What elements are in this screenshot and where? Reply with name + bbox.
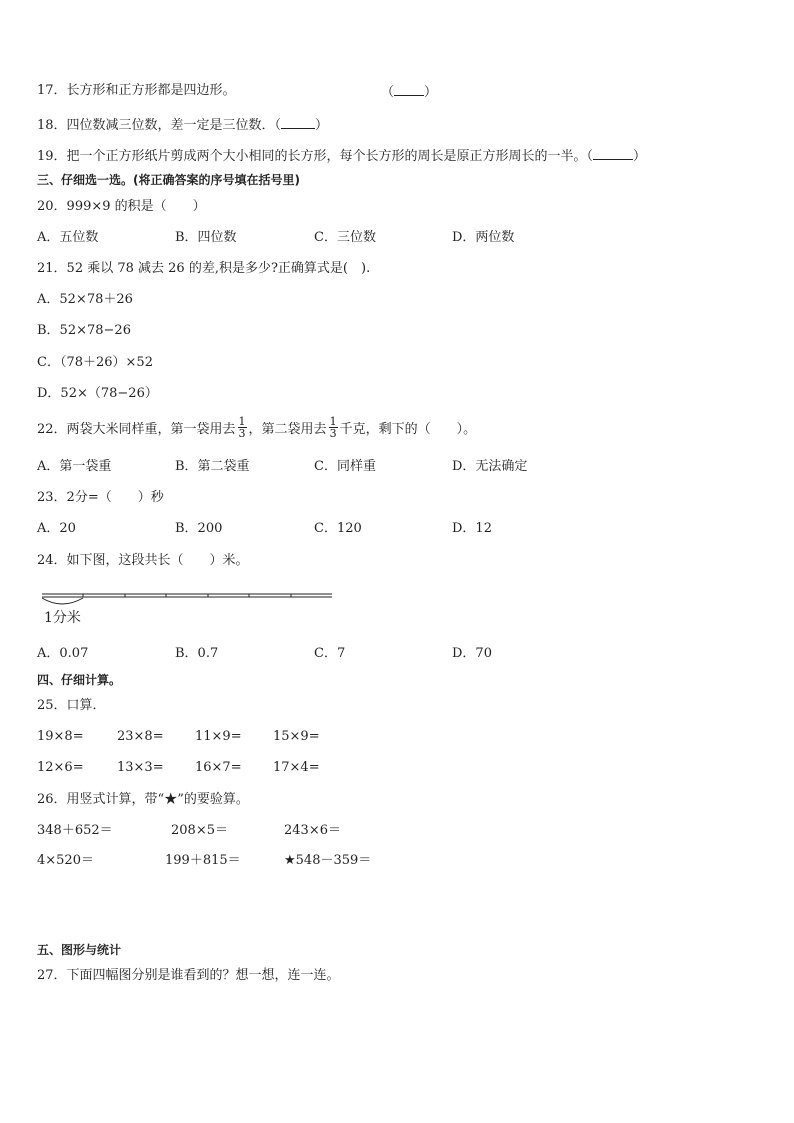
- calc-item: 199＋815＝: [165, 853, 241, 868]
- calc-item: 4×520＝: [37, 853, 94, 868]
- question-17-text: 17．长方形和正方形都是四边形。: [37, 83, 236, 98]
- calc-item: 19×8=: [37, 729, 84, 744]
- option-a[interactable]: A．第一袋重: [37, 459, 112, 474]
- option-d[interactable]: D．两位数: [452, 230, 515, 245]
- question-21-text: 21．52 乘以 78 减去 26 的差,积是多少?正确算式是( ).: [37, 261, 371, 276]
- option-b[interactable]: B．200: [175, 521, 223, 536]
- option-b[interactable]: B．0.7: [175, 646, 219, 661]
- question-25-text: 25．口算．: [37, 698, 106, 713]
- calc-item: 348＋652＝: [37, 823, 113, 838]
- calc-item: 243×6＝: [284, 823, 341, 838]
- question-24-text: 24．如下图，这段共长（ ）米。: [37, 553, 249, 568]
- question-18: 18．四位数减三位数，差一定是三位数．（ ）: [37, 118, 329, 133]
- question-27-text: 27．下面四幅图分别是谁看到的？想一想，连一连。: [37, 968, 340, 983]
- option-b[interactable]: B．第二袋重: [175, 459, 250, 474]
- option-d[interactable]: D．70: [452, 646, 492, 661]
- option-b[interactable]: B．四位数: [175, 230, 237, 245]
- option-d[interactable]: D．52×（78−26）: [37, 386, 158, 401]
- question-23-text: 23．2分=（ ）秒: [37, 490, 164, 505]
- answer-blank[interactable]: [281, 116, 315, 129]
- question-19: 19．把一个正方形纸片剪成两个大小相同的长方形，每个长方形的周长是原正方形周长的一半。（ ）: [37, 149, 647, 164]
- answer-blank[interactable]: [593, 147, 633, 160]
- calc-item: 17×4=: [273, 760, 320, 775]
- calc-item: 23×8=: [117, 729, 164, 744]
- option-a[interactable]: A．20: [37, 521, 76, 536]
- fraction-one-third-kg: $\frac{1}{3}$: [329, 415, 337, 440]
- option-c[interactable]: C．120: [314, 521, 362, 536]
- calc-item: ★548－359＝: [284, 853, 372, 868]
- calc-item: 16×7=: [195, 760, 242, 775]
- fraction-one-third: $\frac{1}{3}$: [238, 415, 246, 440]
- option-c[interactable]: C．三位数: [314, 230, 376, 245]
- option-d[interactable]: D．无法确定: [452, 459, 528, 474]
- question-20-text: 20．999×9 的积是（ ）: [37, 199, 206, 214]
- question-22: [37, 415, 477, 441]
- option-c[interactable]: C．（78＋26）×52: [37, 355, 153, 370]
- section-3-title: 三、仔细选一选。(将正确答案的序号填在括号里): [37, 173, 300, 187]
- question-22-text-b: ，第二袋用去: [248, 422, 327, 437]
- section-5-title: 五、图形与统计: [37, 943, 122, 957]
- ruler-label: 1分米: [44, 610, 81, 626]
- option-a[interactable]: A．52×78＋26: [37, 292, 133, 307]
- calc-item: 208×5＝: [171, 823, 228, 838]
- question-26-text: 26．用竖式计算，带“★”的要验算。: [37, 792, 249, 807]
- ruler-figure: [40, 590, 336, 612]
- option-c[interactable]: C．同样重: [314, 459, 376, 474]
- option-c[interactable]: C．7: [314, 646, 346, 661]
- answer-blank[interactable]: [394, 83, 424, 96]
- section-4-title: 四、仔细计算。: [37, 673, 122, 687]
- calc-item: 12×6=: [37, 760, 84, 775]
- ruler-brace: [42, 598, 83, 604]
- calc-item: 11×9=: [195, 729, 242, 744]
- option-d[interactable]: D．12: [452, 521, 492, 536]
- option-b[interactable]: B．52×78−26: [37, 323, 131, 338]
- question-22-text-a: 22．两袋大米同样重，第一袋用去: [37, 422, 236, 437]
- calc-item: 13×3=: [117, 760, 164, 775]
- option-a[interactable]: A．五位数: [37, 230, 99, 245]
- question-19-text: 19．把一个正方形纸片剪成两个大小相同的长方形，每个长方形的周长是原正方形周长的一半。（: [37, 149, 594, 164]
- question-17-answer[interactable]: （ ）: [381, 85, 438, 100]
- question-22-text-c: 千克，剩下的（ ）。: [339, 422, 477, 437]
- option-a[interactable]: A．0.07: [37, 646, 89, 661]
- question-18-text: 18．四位数减三位数，差一定是三位数．（: [37, 118, 282, 133]
- question-17: [37, 83, 236, 99]
- calc-item: 15×9=: [273, 729, 320, 744]
